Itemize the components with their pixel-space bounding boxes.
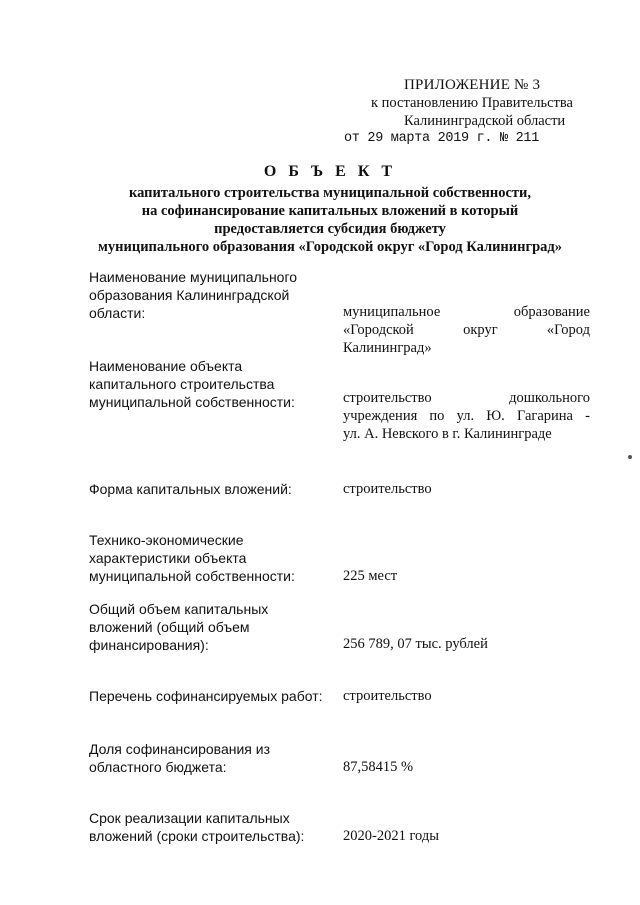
term-label: Срок реализации капитальных вложений (сроки строительства): <box>89 810 305 844</box>
title-line-4: муниципального образования «Городской округ «Город Калининград» <box>98 239 562 255</box>
title-line-3: предоставляется субсидия бюджету <box>214 221 446 237</box>
title-line-2: на софинансирование капитальных вложений в который <box>141 203 519 219</box>
municipality-label: Наименование муниципального образования Калининградской области: <box>89 269 298 321</box>
title-line-1: капитального строительства муниципальной собственности, <box>128 185 532 201</box>
investment-form-label: Форма капитальных вложений: <box>89 481 292 497</box>
characteristics-label: Технико-экономические характеристики объекта муниципальной собственности: <box>89 532 295 584</box>
decree-reference: к постановлению Правительства <box>371 95 573 111</box>
term-value: 2020-2021 годы <box>343 828 439 844</box>
cofinancing-share-label: Доля софинансирования из областного бюджета: <box>89 741 271 775</box>
characteristics-value: 225 мест <box>343 568 398 584</box>
works-list-value: строительство <box>343 688 432 704</box>
title-main: О Б Ъ Е К Т <box>263 163 397 180</box>
document-title <box>60 162 600 256</box>
object-name-value <box>343 389 590 443</box>
object-name-value-line-2: учреждения по ул. Ю. Гагарина - <box>343 408 590 424</box>
municipality-value <box>343 303 590 357</box>
region-name: Калининградской области <box>404 113 566 129</box>
works-list-label: Перечень софинансируемых работ: <box>89 688 323 704</box>
municipality-value-line-2: «Городской округ «Город <box>343 322 590 338</box>
object-name-value-line-1: строительство дошкольного <box>343 390 590 406</box>
cofinancing-share-value: 87,58415 % <box>343 759 414 775</box>
total-volume-label: Общий объем капитальных вложений (общий объем финансирования): <box>89 601 269 653</box>
object-name-label: Наименование объекта капитального строительства муниципальной собственности: <box>89 358 295 410</box>
object-name-value-line-3: ул. А. Невского в г. Калининграде <box>343 426 552 442</box>
decree-date-number: от 29 марта 2019 г. № 211 <box>344 131 540 146</box>
total-volume-value: 256 789, 07 тыс. рублей <box>343 636 488 652</box>
municipality-value-line-1: муниципальное образование <box>343 304 590 320</box>
appendix-number: ПРИЛОЖЕНИЕ № 3 <box>404 77 541 93</box>
scan-mark <box>628 455 632 459</box>
investment-form-value: строительство <box>343 481 432 497</box>
municipality-value-line-3: Калининград» <box>343 340 432 356</box>
